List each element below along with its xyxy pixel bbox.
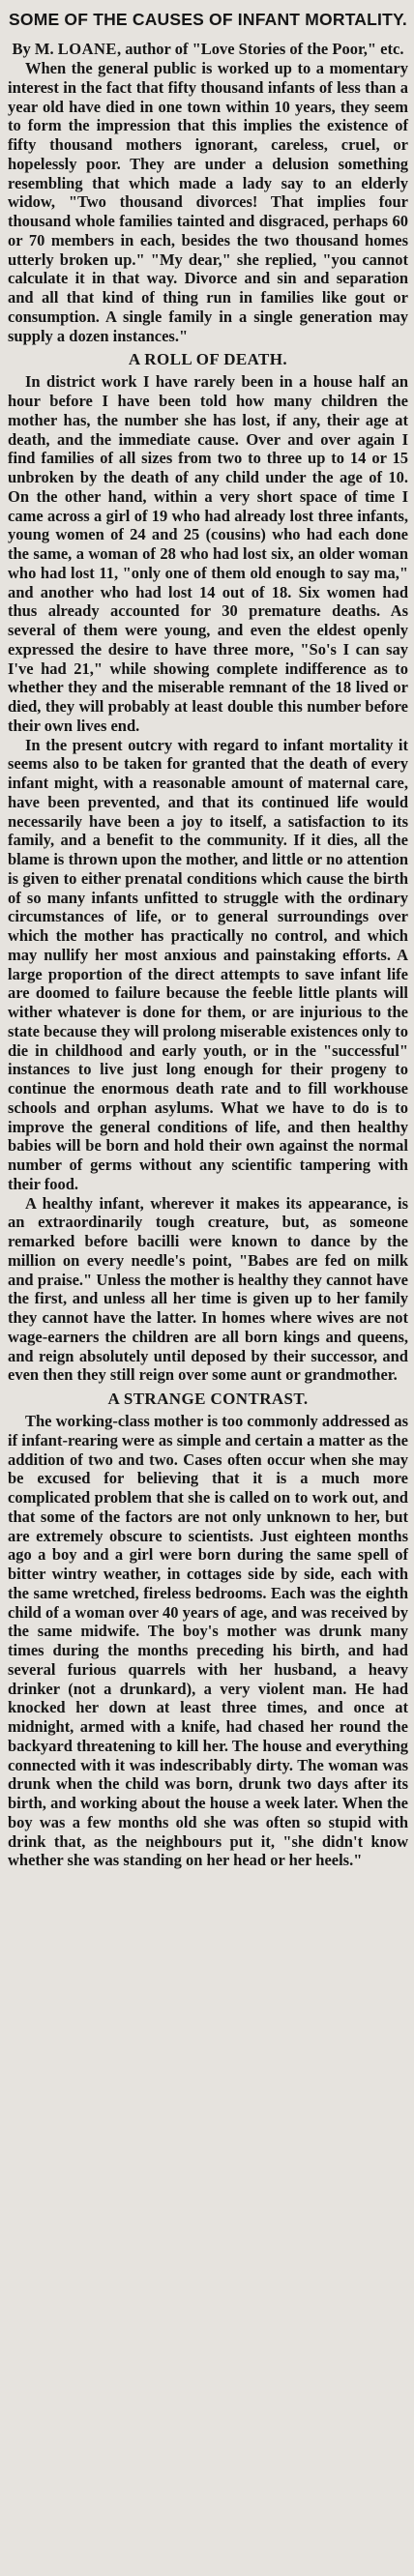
section-heading-roll-of-death: A ROLL OF DEATH. [128,350,288,369]
byline-suffix: , author of "Love Stories of the Poor," etc. [116,40,404,58]
body-paragraph: In district work I have rarely been in a house half an hour before I have been told how many children the mother has, the number she has lost, if any, their age at death, and the immediate cause. Over and over again I find families of all sizes from two to three up to 14 or 15 unbroken by the death of any child under the age of 10. On the other hand, within a very short space of time I came across a girl of 19 who had already lost three infants, young women of 24 and 25 (cousins) who had each done the same, a woman of 28 who had lost six, an older woman who had lost 11, "only one of them old enough to say ma," and another who had lost 14 out of 18. Six women had thus already accounted for 30 premature deaths. As several of them were young, and even the eldest openly expressed the desire to have three more, "So's I can say I've had 21," while showing complete indifference as to whether they and the miserable remnant of the 18 lived or died, they will probably at least double this number before their own lives end. [8,372,408,735]
body-paragraph: The working-class mother is too commonly addressed as if infant-rearing were as simple and certain a matter as the addition of two and two. Cases often occur when she may be excused for believing that it is a much more complicated problem that she is called on to work out, and that some of the factors are not only unknown to her, but are extremely obscure to scientists. Just eighteen months ago a boy and a girl were born during the same spell of bitter wintry weather, in cottages side by side, each with the same wretched, fireless bedrooms. Each was the eighth child of a woman over 40 years of age, and was received by the same midwife. The boy's mother was drunk many times during the months preceding his birth, and had several furious quarrels with her husband, a heavy drinker (not a drunkard), a very violent man. He had knocked her down at least three times, and once at midnight, armed with a knife, had chased her round the backyard threatening to kill her. The house and everything connected with it was indescribably dirty. The woman was drunk when the child was born, drunk two days after its birth, and working about the house a week later. When the boy was a few months old she was often so stupid with drink that, as the neighbours put it, "she didn't know whether she was standing on her head or her heels." [8,1412,408,1870]
body-paragraph: In the present outcry with regard to infant mortality it seems also to be taken for granted that the death of every infant might, with a reasonable amount of maternal care, have been prevented, and that its continued life would necessarily have been a joy to itself, a satisfaction to its family, and a benefit to the community. If it dies, all the blame is thrown upon the mother, and little or no attention is given to either prenatal conditions which cause the birth of so many infants unfitted to struggle with the ordinary circumstances of life, or to general surroundings over which the mother has practically no control, and which may nullify her most anxious and painstaking efforts. A large proportion of the direct attempts to save infant life are doomed to failure because the feeble little plants will wither whatever is done for them, or are injurious to the state because they will prolong miserable existences only to die in childhood and early youth, or in the "successful" instances to live just long enough for their progeny to continue the enormous death rate and to fill workhouse schools and orphan asylums. What we have to do is to improve the general conditions of life, and then healthy babies will be born and hold their own against the normal number of germs without any scientific tampering with their food. [8,735,408,1193]
section-heading-strange-contrast: A STRANGE CONTRAST. [107,1390,309,1408]
article-headline: SOME OF THE CAUSES OF INFANT MORTALITY. [9,10,407,29]
byline-prefix: By M. [12,40,58,58]
article-byline [8,40,408,59]
intro-paragraph: When the general public is worked up to a momentary interest in the fact that fifty thousand infants of less than a year old have died in one town within 10 years, they seem to form the impression that this implies the existence of fifty thousand mothers ignorant, careless, cruel, or hopelessly poor. They are under a delusion something resembling that which made a lady say to an elderly widow, "Two thousand divorces! That implies four thousand whole families tainted and disgraced, perhaps 60 or 70 members in each, besides the two thousand homes utterly broken up." "My dear," she replied, "you cannot calculate it in that way. Divorce and sin and separation and all that kind of thing run in families like gout or consumption. A single family in a single generation may supply a dozen instances." [8,59,408,345]
byline-author: LOANE [57,40,117,58]
body-paragraph: A healthy infant, wherever it makes its appearance, is an extraordinarily tough creature, but, as someone remarked before bacilli were known to dance by the million on every needle's point, "Babes are fed on milk and praise." Unless the mother is healthy they cannot have the first, and unless all her time is given up to her family they cannot have the latter. In homes where wives are not wage-earners the children are all born kings and queens, and reign absolutely until deposed by their successor, and even then they still reign over some aunt or grandmother. [8,1193,408,1385]
